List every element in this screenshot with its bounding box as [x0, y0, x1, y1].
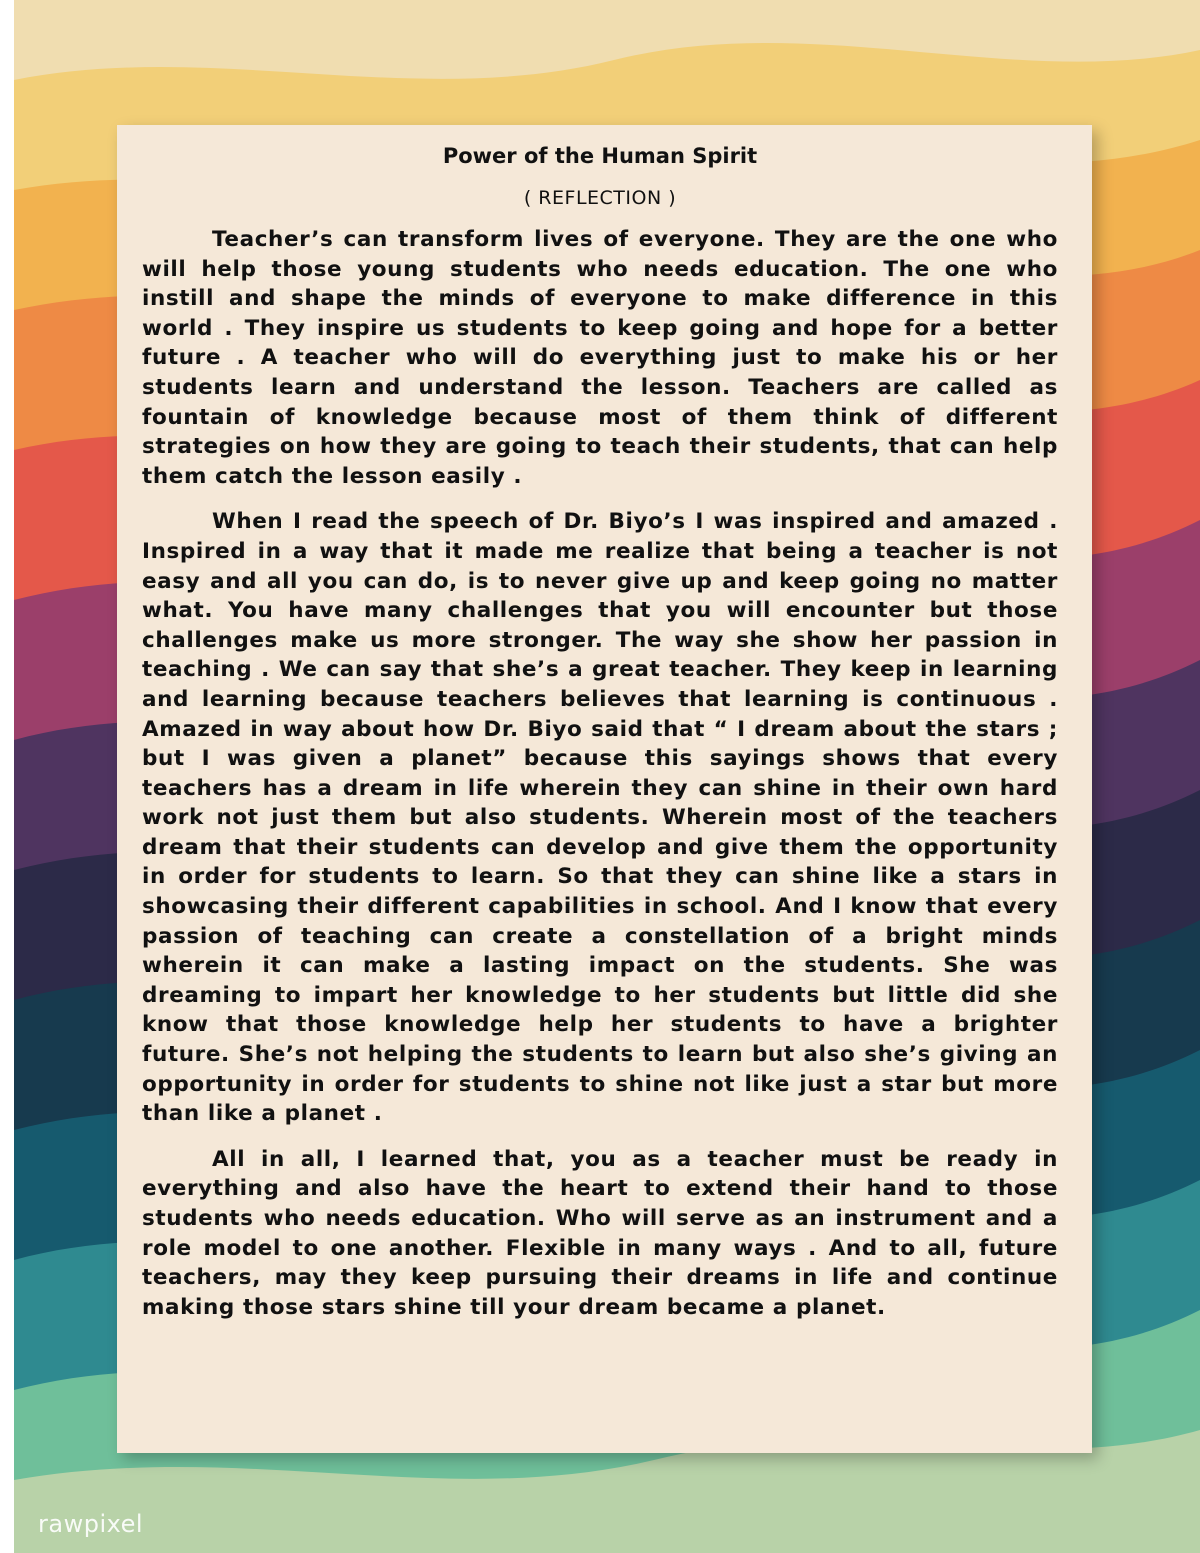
document-subtitle: ( REFLECTION )	[523, 187, 677, 209]
paragraph-3: All in all, I learned that, you as a teacher must be ready in everything and also have the heart to extend their hand to those students who needs education. Who will serve as an instrument and a role model to one another. Flexible in many ways . And to all, future teachers, may they keep pursuing their dreams in life and continue making those stars shine till your dream became a planet.	[142, 1146, 1058, 1320]
document-card	[117, 125, 1092, 1453]
paragraph-2: When I read the speech of Dr. Biyo’s I was inspired and amazed . Inspired in a way that it made me realize that being a teacher is not easy and all you can do, is to never give up and keep going no matter what. You have many challenges that you will encounter but those challenges make us more stronger. The way she show her passion in teaching . We can say that she’s a great teacher. They keep in learning and learning because teachers believes that learning is continuous . Amazed in way about how Dr. Biyo said that “ I dream about the stars ; but I was given a planet” because this sayings shows that every teachers has a dream in life wherein they can shine in their own hard work not just them but also students. Wherein most of the teachers dream that their students can develop and give them the opportunity in order for students to learn. So that they can shine like a stars in showcasing their different capabilities in school. And I know that every passion of teaching can create a constellation of a bright minds wherein it can make a lasting impact on the students. She was dreaming to impart her knowledge to her students but little did she know that those knowledge help her students to have a brighter future. She’s not helping the students to learn but also she’s giving an opportunity in order for students to shine not like just a star but more than like a planet .	[142, 509, 1058, 1127]
document-title: Power of the Human Spirit	[442, 144, 758, 168]
paragraph-1: Teacher’s can transform lives of everyone. They are the one who will help those young students who needs education. The one who instill and shape the minds of everyone to make difference in this world . They inspire us students to keep going and hope for a better future . A teacher who will do everything just to make his or her students learn and understand the lesson. Teachers are called as fountain of knowledge because most of them think of different strategies on how they are going to teach their students, that can help them catch the lesson easily .	[142, 227, 1058, 489]
rawpixel-watermark: rawpixel	[38, 1510, 144, 1538]
